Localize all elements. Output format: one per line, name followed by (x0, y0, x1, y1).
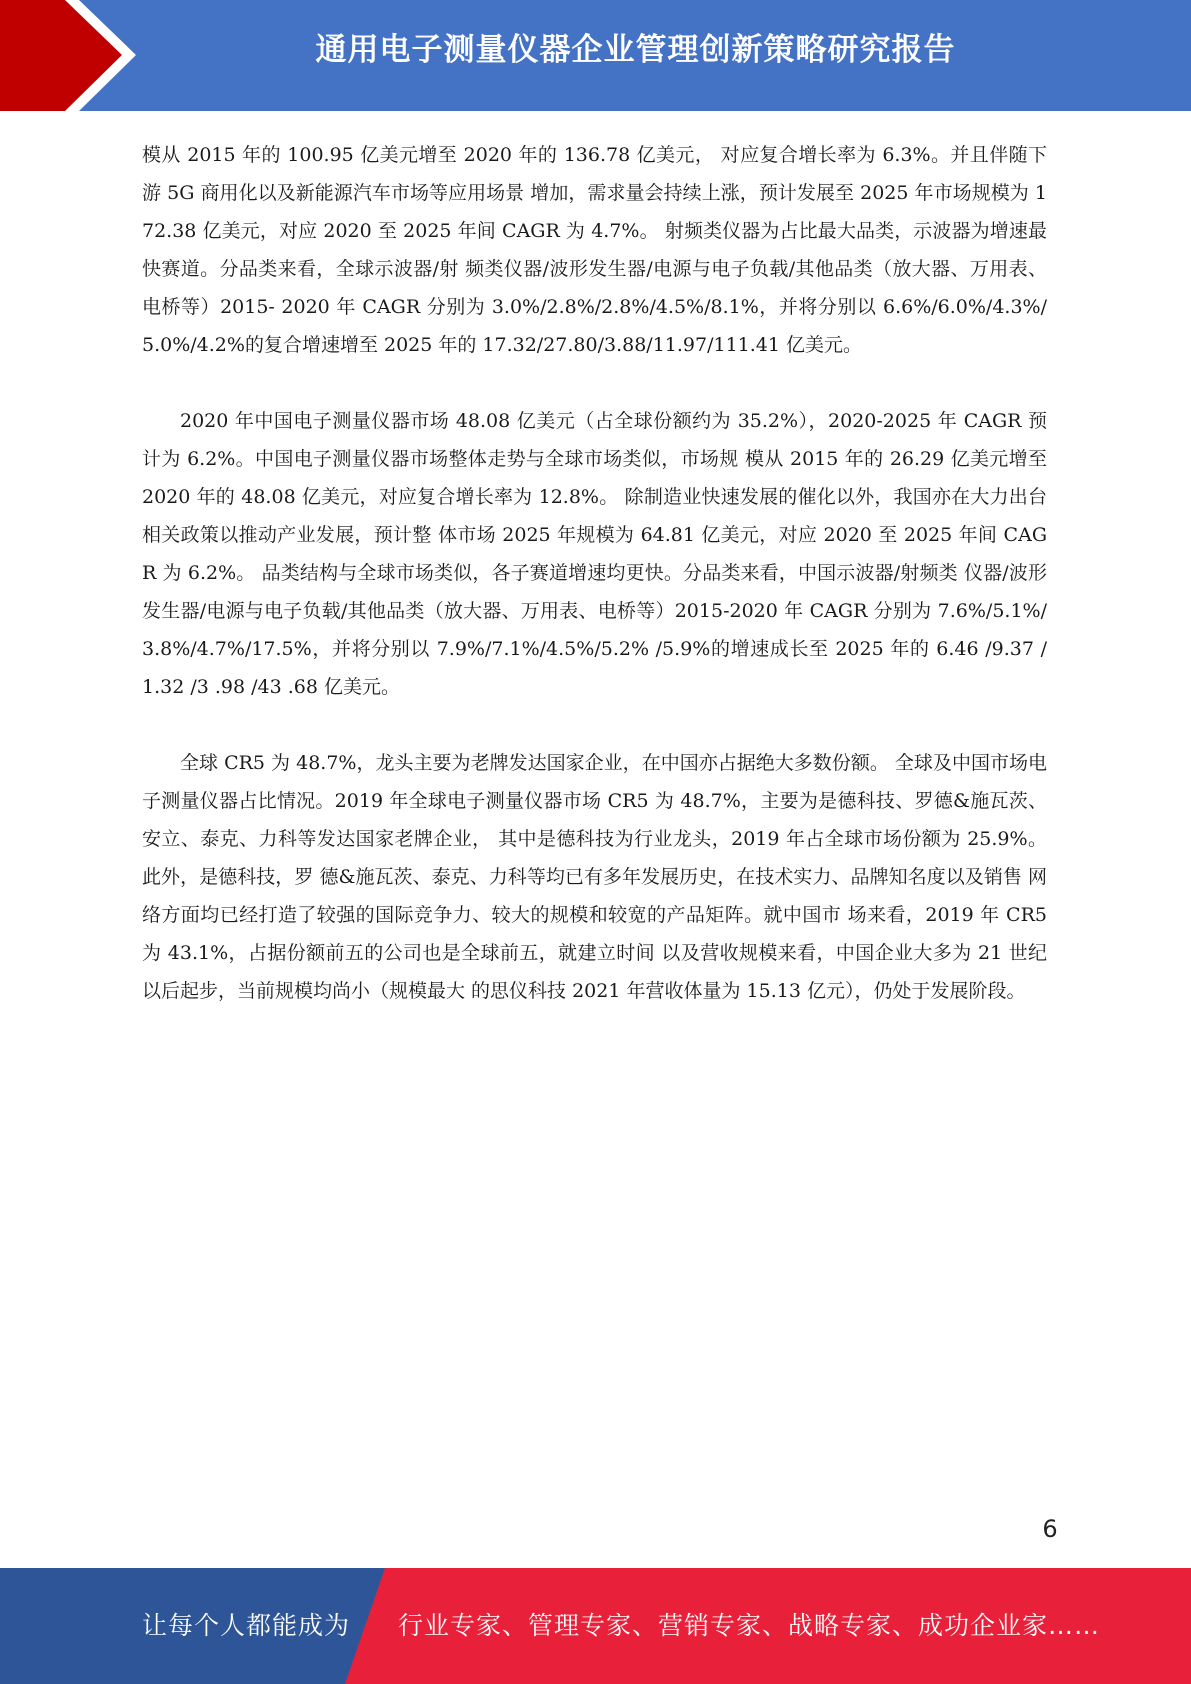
paragraph-spacer (142, 364, 1047, 402)
header-red-chevron (0, 0, 150, 111)
paragraph-global-market: 模从 2015 年的 100.95 亿美元增至 2020 年的 136.78 亿美元， 对应复合增长率为 6.3%。并且伴随下游 5G 商用化以及新能源汽车市场等应用场景 增加，需求量会持续上涨，预计发展至 2025 年市场规模为 172.38 亿美元，对应 2020 至 2025 年间 CAGR 为 4.7%。 射频类仪器为占比最大品类，示波器为增速最快赛道。分品类来看，全球示波器/射 频类仪器/波形发生器/电源与电子负载/其他品类（放大器、万用表、电桥等）2015- 2020 年 CAGR 分别为 3.0%/2.8%/2.8%/4.5%/8.1%，并将分别以 6.6%/6.0%/4.3%/ 5.0%/4.2%的复合增速增至 2025 年的 17.32/27.80/3.88/11.97/111.41 亿美元。 (142, 144, 1047, 356)
footer-slogan-left: 让每个人都能成为 (142, 1611, 351, 1640)
page-number: 6 (1042, 1515, 1058, 1543)
paragraph-spacer (142, 706, 1047, 744)
page-footer (0, 1568, 1191, 1684)
report-title: 通用电子测量仪器企业管理创新策略研究报告 (315, 32, 956, 68)
footer-slogan-right: 行业专家、管理专家、营销专家、战略专家、成功企业家…… (398, 1611, 1101, 1640)
page-header (0, 0, 1191, 111)
paragraph-china-market: 2020 年中国电子测量仪器市场 48.08 亿美元（占全球份额约为 35.2%），2020-2025 年 CAGR 预计为 6.2%。中国电子测量仪器市场整体走势与全球市场类似，市场规 模从 2015 年的 26.29 亿美元增至 2020 年的 48.08 亿美元，对应复合增长率为 12.8%。 除制造业快速发展的催化以外，我国亦在大力出台相关政策以推动产业发展，预计整 体市场 2025 年规模为 64.81 亿美元，对应 2020 至 2025 年间 CAGR 为 6.2%。 品类结构与全球市场类似，各子赛道增速均更快。分品类来看，中国示波器/射频类 仪器/波形发生器/电源与电子负载/其他品类（放大器、万用表、电桥等）2015-2020 年 CAGR 分别为 7.6%/5.1%/3.8%/4.7%/17.5%，并将分别以 7.9%/7.1%/4.5%/5.2% /5.9%的增速成长至 2025 年的 6.46 /9.37 / 1.32 /3 .98 /43 .68 亿美元。 (142, 410, 1047, 698)
paragraph-market-concentration: 全球 CR5 为 48.7%，龙头主要为老牌发达国家企业，在中国亦占据绝大多数份额。 全球及中国市场电子测量仪器占比情况。2019 年全球电子测量仪器市场 CR5 为 48.7%，主要为是德科技、罗德&施瓦茨、安立、泰克、力科等发达国家老牌企业， 其中是德科技为行业龙头，2019 年占全球市场份额为 25.9%。此外，是德科技，罗 德&施瓦茨、泰克、力科等均已有多年发展历史，在技术实力、品牌知名度以及销售 网络方面均已经打造了较强的国际竞争力、较大的规模和较宽的产品矩阵。就中国市 场来看，2019 年 CR5 为 43.1%，占据份额前五的公司也是全球前五，就建立时间 以及营收规模来看，中国企业大多为 21 世纪以后起步，当前规模均尚小（规模最大 的思仪科技 2021 年营收体量为 15.13 亿元），仍处于发展阶段。 (142, 752, 1047, 1002)
document-body (142, 136, 1047, 1010)
